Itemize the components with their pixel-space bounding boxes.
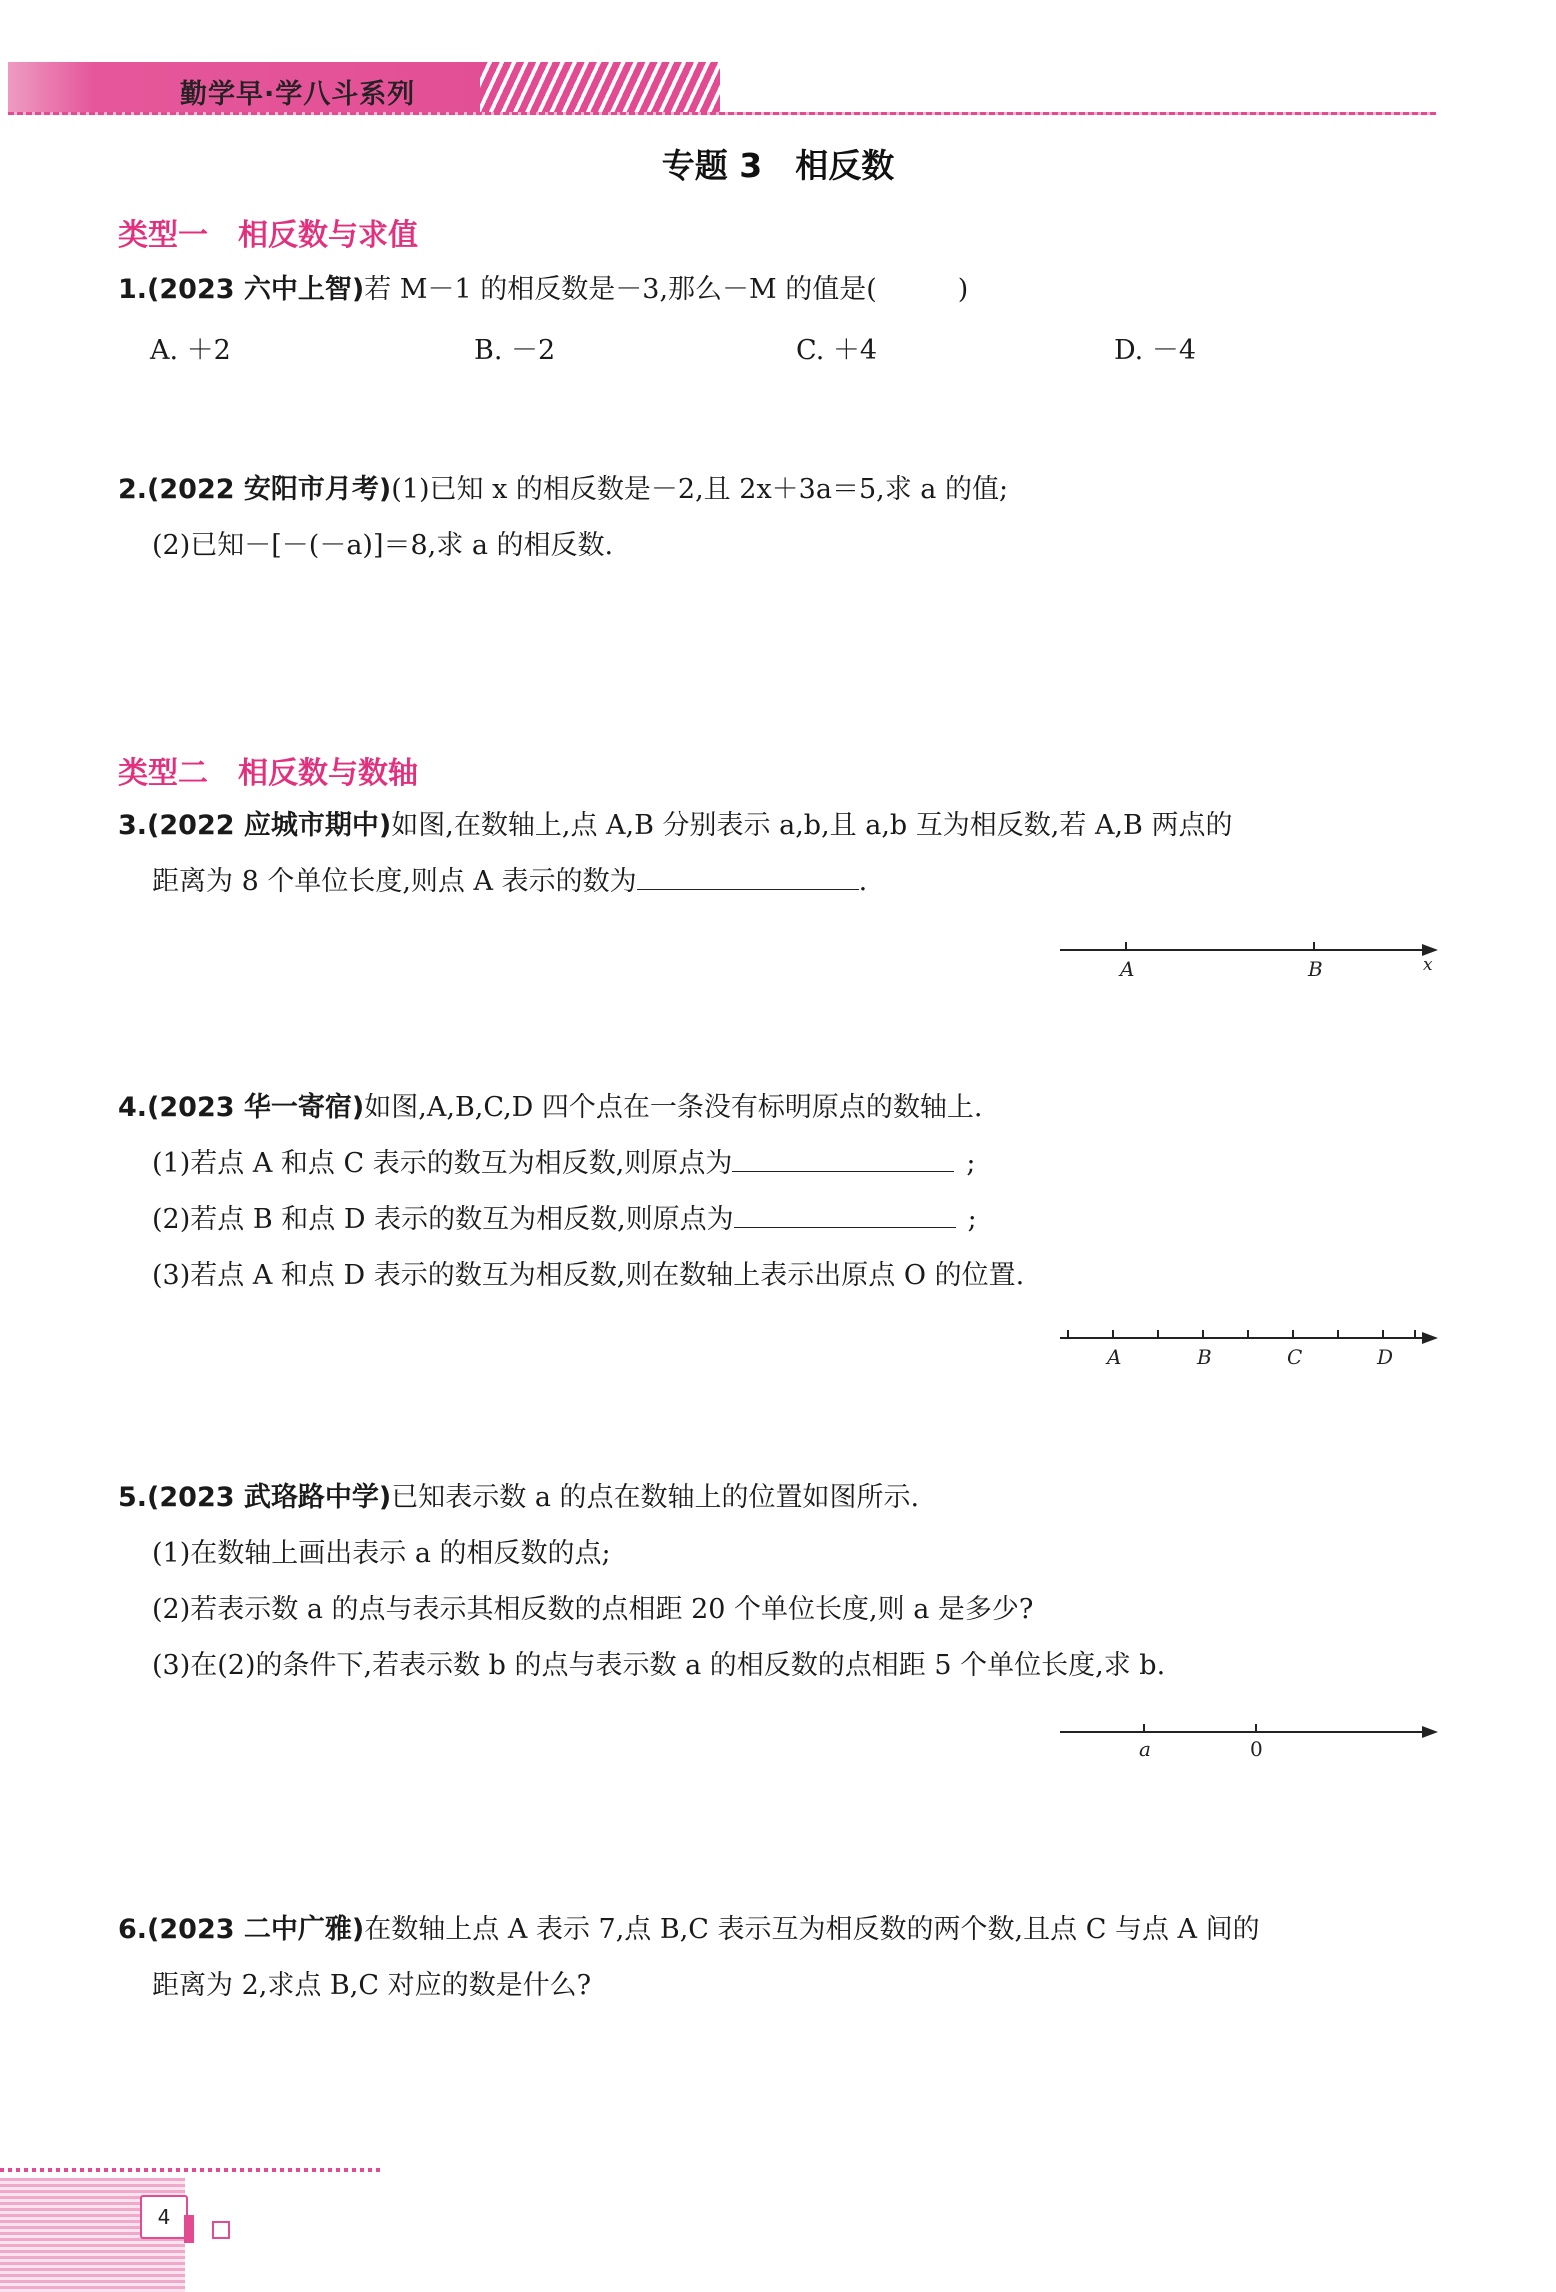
answer-blank[interactable]	[637, 867, 859, 890]
answer-blank[interactable]	[734, 1205, 956, 1228]
point-label-zero: 0	[1250, 1737, 1263, 1761]
option-c: C. ＋4	[796, 335, 878, 366]
axis-arrow	[1422, 1726, 1438, 1738]
point-label-c: C	[1287, 1345, 1303, 1369]
question-line: 距离为 8 个单位长度,则点 A 表示的数为	[152, 866, 637, 897]
period: .	[858, 866, 868, 897]
header-stripes	[480, 62, 720, 112]
question-source: (2022 安阳市月考)	[147, 474, 392, 505]
question-source: (2023 武珞路中学)	[147, 1482, 392, 1513]
question-line: (1)在数轴上画出表示 a 的相反数的点;	[152, 1538, 611, 1569]
question-number: 1.	[118, 274, 148, 305]
header-rule	[8, 112, 1436, 115]
point-label-a: A	[1120, 957, 1135, 980]
question-source: (2023 二中广雅)	[147, 1914, 365, 1945]
question-line: 距离为 2,求点 B,C 对应的数是什么?	[152, 1970, 592, 2001]
semicolon: ;	[967, 1204, 977, 1235]
question-1	[118, 262, 1438, 318]
point-label-d: D	[1377, 1345, 1394, 1369]
question-line: (2)已知－[－(－a)]＝8,求 a 的相反数.	[152, 530, 614, 561]
question-number: 3.	[118, 810, 148, 841]
question-line: (3)在(2)的条件下,若表示数 b 的点与表示数 a 的相反数的点相距 5 个单位长度,求 b.	[152, 1650, 1166, 1681]
question-number: 4.	[118, 1092, 148, 1123]
question-number: 6.	[118, 1914, 148, 1945]
question-number: 2.	[118, 474, 148, 505]
point-label-a: a	[1139, 1737, 1151, 1761]
question-number: 5.	[118, 1482, 148, 1513]
number-line-q5	[1060, 1702, 1440, 1762]
page-title: 专题 3 相反数	[661, 146, 895, 185]
question-line: (2)若点 B 和点 D 表示的数互为相反数,则原点为	[152, 1204, 734, 1235]
question-line: (1)若点 A 和点 C 表示的数互为相反数,则原点为	[152, 1148, 733, 1179]
section-heading-1: 类型一 相反数与求值	[118, 218, 418, 253]
page-number: 4	[140, 2195, 188, 2239]
question-3	[118, 798, 1438, 910]
footer-square-icon	[212, 2221, 230, 2239]
page-box-accent	[184, 2215, 194, 2243]
number-line-q3	[1060, 920, 1440, 980]
question-line: 在数轴上点 A 表示 7,点 B,C 表示互为相反数的两个数,且点 C 与点 A 间的	[364, 1914, 1260, 1945]
option-b: B. －2	[474, 335, 556, 366]
axis-label-x: x	[1423, 955, 1433, 975]
question-text: 若 M－1 的相反数是－3,那么－M 的值是( )	[364, 274, 969, 305]
question-2	[118, 462, 1438, 574]
question-line: 已知表示数 a 的点在数轴上的位置如图所示.	[391, 1482, 920, 1513]
section-heading-2: 类型二 相反数与数轴	[118, 756, 418, 791]
option-d: D. －4	[1114, 335, 1197, 366]
question-line: (2)若表示数 a 的点与表示其相反数的点相距 20 个单位长度,则 a 是多少?	[152, 1594, 1034, 1625]
point-label-a: A	[1107, 1345, 1122, 1369]
question-source: (2023 华一寄宿)	[147, 1092, 365, 1123]
point-label-b: B	[1308, 957, 1323, 980]
question-source: (2022 应城市期中)	[147, 810, 392, 841]
semicolon: ;	[966, 1148, 976, 1179]
number-line-q4	[1060, 1310, 1440, 1370]
question-4	[118, 1080, 1438, 1304]
option-a: A. ＋2	[150, 335, 231, 366]
question-line: 如图,A,B,C,D 四个点在一条没有标明原点的数轴上.	[364, 1092, 983, 1123]
question-line: (1)已知 x 的相反数是－2,且 2x＋3a＝5,求 a 的值;	[391, 474, 1009, 505]
point-label-b: B	[1197, 1345, 1212, 1369]
question-5	[118, 1470, 1438, 1694]
question-line: 如图,在数轴上,点 A,B 分别表示 a,b,且 a,b 互为相反数,若 A,B 两点的	[391, 810, 1233, 841]
question-source: (2023 六中上智)	[147, 274, 365, 305]
answer-blank[interactable]	[732, 1149, 954, 1172]
series-name: 勤学早·学八斗系列	[180, 79, 416, 110]
footer-dots	[0, 2168, 380, 2172]
axis-arrow	[1422, 1332, 1438, 1344]
question-6	[118, 1902, 1438, 2014]
question-line: (3)若点 A 和点 D 表示的数互为相反数,则在数轴上表示出原点 O 的位置.	[152, 1260, 1025, 1291]
